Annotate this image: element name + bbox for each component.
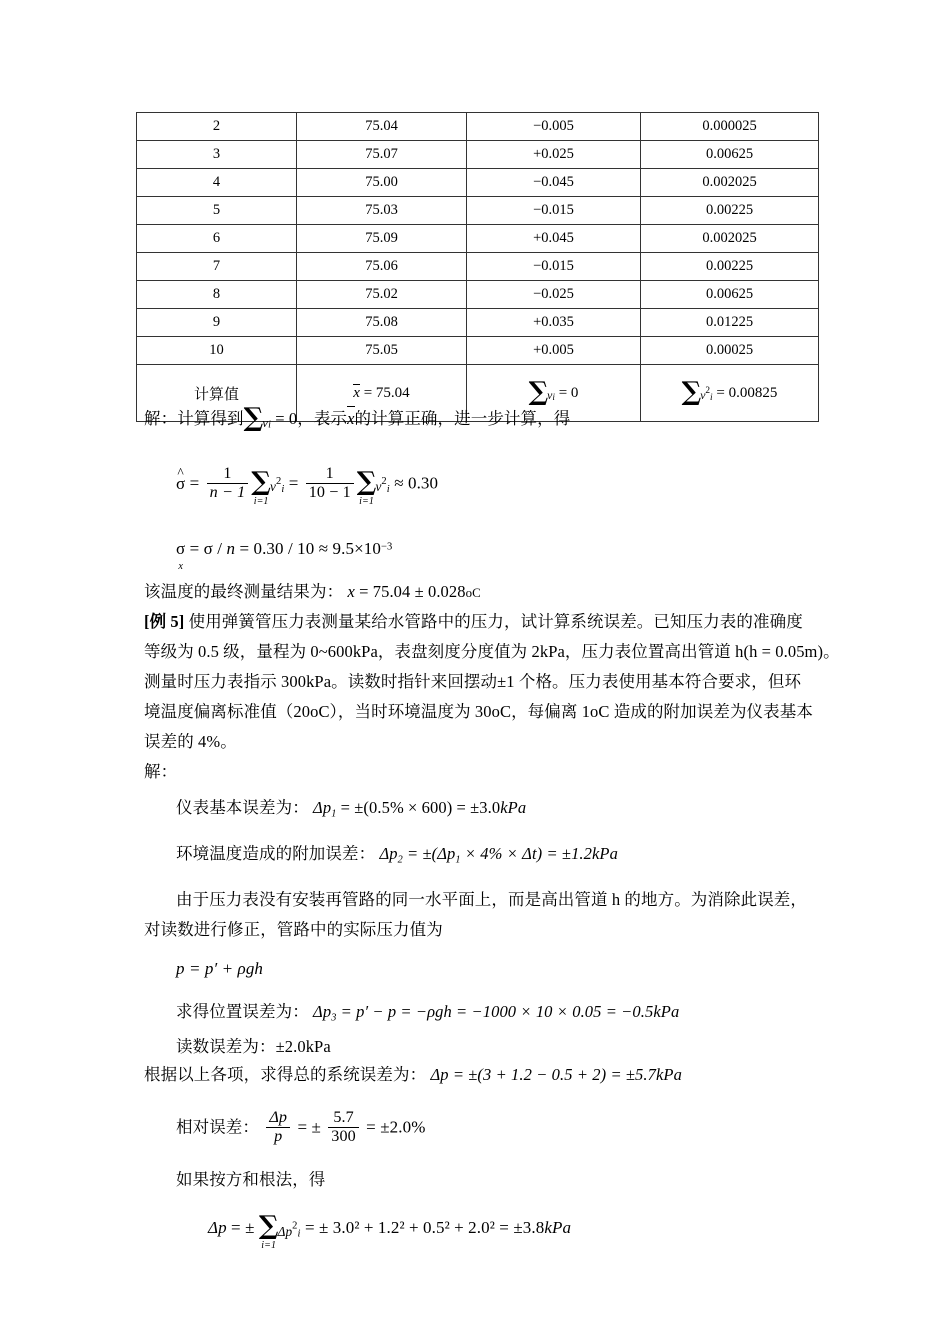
cell-residual: +0.025 (467, 141, 641, 169)
sum-value: = 0 (275, 409, 298, 428)
subscript-1: 1 (331, 808, 337, 820)
measurement-data-table (136, 112, 819, 422)
total-error-label: 根据以上各项，求得总的系统误差为： (144, 1065, 427, 1084)
cell-index: 6 (137, 225, 297, 253)
unit-kpa: kPa (655, 1065, 682, 1084)
position-paragraph-line-1: 由于压力表没有安装再管路的同一水平面上，而是高出管道 h 的地方。为消除此误差， (176, 890, 807, 909)
cell-residual: −0.005 (467, 113, 641, 141)
sum-power: 2 (292, 1220, 298, 1232)
total-error-expr: = ±(3 + 1.2 − 0.5 + 2) = ±5.7 (452, 1065, 656, 1084)
temp-error-line (176, 842, 618, 868)
cell-value: 75.00 (297, 169, 467, 197)
temp-error-label: 环境温度造成的附加误差： (176, 844, 376, 863)
position-error-expr: = p′ − p = −ρgh = −1000 × 10 × 0.05 = −0.5 (340, 1002, 654, 1021)
x-symbol: x (347, 582, 355, 601)
summation-icon: ∑ i=1 (259, 1216, 279, 1242)
final-result-value: = 75.04 ± 0.028 (359, 582, 466, 601)
cell-value: 75.08 (297, 309, 467, 337)
subscript-1: 1 (455, 854, 461, 866)
measurement-data-table-wrap (136, 112, 818, 422)
solution1-lead-mid: ，表示 (297, 409, 348, 428)
cell-square: 0.00625 (641, 281, 819, 309)
cell-residual: −0.025 (467, 281, 641, 309)
cell-index: 9 (137, 309, 297, 337)
cell-index: 5 (137, 197, 297, 225)
pressure-formula: p = p′ + ρgh (176, 959, 264, 978)
cell-index: 7 (137, 253, 297, 281)
equals-1: = (189, 473, 200, 493)
sigma-sub-xbar-symbol (176, 537, 186, 572)
rss-terms: 3.0² + 1.2² + 0.5² + 2.0² (332, 1218, 495, 1237)
basic-error-expr: = ±(0.5% × 600) = ±3.0 (340, 798, 501, 817)
cell-residual: +0.045 (467, 225, 641, 253)
sigma-mean-formula (176, 537, 393, 572)
example5-line-4: 境温度偏离标准值（20oC），当时环境温度为 30oC，每偏离 1oC 造成的附加误差为仪表基本 (144, 702, 813, 721)
example5-line-2: 等级为 0.5 级，量程为 0~600kPa，表盘刻度分度值为 2kPa，压力表位置高出管道 h(h = 0.05m)。 (144, 642, 840, 661)
solution1-lead-line (144, 402, 571, 433)
cell-index: 4 (137, 169, 297, 197)
numerator: 1 (207, 465, 249, 484)
position-error-label: 求得位置误差为： (176, 1002, 309, 1021)
cell-square: 0.000025 (641, 113, 819, 141)
cell-calc-label: 计算值 (137, 365, 297, 422)
sum-index: i (710, 392, 713, 403)
summation-icon: ∑ (681, 376, 702, 407)
summation-icon: ∑ (528, 376, 549, 407)
subscript-xbar: x (178, 560, 183, 572)
mean-value: = 75.04 (363, 385, 410, 401)
denominator: p (274, 1128, 283, 1146)
subscript-3: 3 (331, 1012, 337, 1024)
basic-error-line (176, 796, 526, 822)
relative-error-label: 相对误差： (176, 1117, 259, 1137)
delta-p-symbol: Δp (208, 1218, 227, 1237)
rss-formula (208, 1211, 572, 1252)
unit-kpa: kPa (653, 1002, 680, 1021)
cell-index: 8 (137, 281, 297, 309)
relative-error-eq: = ± (297, 1117, 321, 1137)
cell-square: 0.01225 (641, 309, 819, 337)
cell-index: 10 (137, 337, 297, 365)
cell-square: 0.002025 (641, 169, 819, 197)
example5-solution-label: 解： (144, 762, 178, 781)
cell-value: 75.03 (297, 197, 467, 225)
relative-error-line (176, 1110, 425, 1147)
rss-eq1: = ± (231, 1218, 255, 1237)
unit-kpa: kPa (592, 844, 618, 863)
table-row (137, 309, 819, 337)
n-symbol: n (226, 539, 236, 558)
cell-residual: +0.005 (467, 337, 641, 365)
position-error-line (176, 1000, 679, 1026)
sum-lower-limit: i=1 (359, 495, 375, 507)
cell-residual: +0.035 (467, 309, 641, 337)
subscript-2: 2 (397, 854, 403, 866)
relative-error-result: = ±2.0% (366, 1117, 426, 1137)
sum-subscript: v (547, 389, 553, 402)
sum-lower-limit: i=1 (261, 1240, 277, 1252)
final-result-prefix: 该温度的最终测量结果为： (144, 582, 344, 601)
temp-error-expr-a: = ±(Δp (407, 844, 456, 863)
sigma-result: ≈ 0.30 (394, 473, 439, 493)
cell-index: 2 (137, 113, 297, 141)
cell-index: 3 (137, 141, 297, 169)
sum-residual-value: = 0 (558, 384, 579, 401)
sigma-mean-eq2: = 0.30 / (239, 539, 293, 558)
x-bar-symbol: x (353, 385, 360, 401)
table-row (137, 253, 819, 281)
fraction-delta-p-over-p (266, 1109, 290, 1146)
sigma-mean-eq1: = σ / (189, 539, 223, 558)
table-row (137, 113, 819, 141)
sum-index: i (386, 483, 390, 495)
sum-subscript: Δp (277, 1223, 293, 1239)
cell-square: 0.00025 (641, 337, 819, 365)
solution1-lead-prefix: 解：计算得到 (144, 409, 244, 428)
table-row (137, 281, 819, 309)
sum-power: 2 (381, 475, 387, 487)
delta-p3-symbol: Δp (313, 1002, 332, 1021)
sum-index: i (297, 1228, 301, 1240)
solution1-lead-tail: 的计算正确，进一步计算，得 (354, 409, 571, 428)
cell-value: 75.05 (297, 337, 467, 365)
unit-kpa: kPa (500, 798, 527, 817)
basic-error-label: 仪表基本误差为： (176, 798, 309, 817)
sum-square-value: = 0.00825 (716, 384, 778, 401)
sum-power: 2 (275, 475, 282, 487)
sigma-estimate-formula (176, 465, 439, 507)
position-paragraph-line-2: 对读数进行修正，管路中的实际压力值为 (144, 920, 443, 939)
total-error-line (144, 1063, 682, 1087)
cell-square: 0.00625 (641, 141, 819, 169)
delta-p1-symbol: Δp (313, 798, 332, 817)
sum-power: 2 (705, 385, 711, 396)
example5-line-1 (144, 610, 803, 634)
cell-value: 75.06 (297, 253, 467, 281)
cell-square: 0.00225 (641, 253, 819, 281)
sum-subscript: v (269, 479, 276, 495)
fraction-one-over-n-minus-1 (207, 465, 249, 502)
summation-icon: ∑ (243, 402, 264, 433)
delta-p2-symbol: Δp (379, 844, 398, 863)
reading-error-value: ±2.0kPa (275, 1037, 331, 1056)
denominator: 10 − 1 (308, 484, 351, 502)
cell-square: 0.00225 (641, 197, 819, 225)
cell-residual: −0.045 (467, 169, 641, 197)
fraction-5point7-over-300 (328, 1109, 359, 1146)
ten-under-root: 10 (297, 539, 315, 558)
summation-icon: ∑ i=1 (357, 472, 377, 498)
table-row (137, 197, 819, 225)
sum-subscript: v (700, 389, 706, 402)
reading-error-label: 读数误差为： (176, 1037, 276, 1056)
rss-lead-line: 如果按方和根法，得 (176, 1170, 326, 1189)
denominator: n − 1 (209, 484, 246, 502)
table-body (137, 113, 819, 422)
cell-value: 75.07 (297, 141, 467, 169)
final-measurement-result-line (144, 580, 481, 604)
table-row (137, 141, 819, 169)
sum-lower-limit: i=1 (253, 495, 269, 507)
table-row (137, 337, 819, 365)
delta-p-symbol: Δp (430, 1065, 449, 1084)
equals-2: = (288, 473, 299, 493)
rss-result: = ±3.8 (499, 1218, 545, 1237)
example5-tag: [例 5] (144, 612, 185, 631)
example5-line-5: 误差的 4%。 (144, 732, 237, 751)
cell-value: 75.09 (297, 225, 467, 253)
sigma-symbol: σ (176, 539, 186, 558)
sum-index: i (281, 483, 285, 495)
temp-error-expr-b: × 4% × Δt) = ±1.2 (464, 844, 592, 863)
sum-subscript: v (375, 479, 382, 495)
example5-line-3: 测量时压力表指示 300kPa。读数时指针来回摆动±1 个格。压力表使用基本符合要求，但环 (144, 672, 802, 691)
table-row (137, 225, 819, 253)
cell-residual: −0.015 (467, 197, 641, 225)
cell-square: 0.002025 (641, 225, 819, 253)
cell-value: 75.04 (297, 113, 467, 141)
denominator: 300 (331, 1128, 356, 1146)
table-row (137, 169, 819, 197)
reading-error-line (176, 1035, 331, 1059)
cell-value: 75.02 (297, 281, 467, 309)
sum-index: i (268, 419, 272, 431)
example5-text-1: 使用弹簧管压力表测量某给水管路中的压力，试计算系统误差。已知压力表的准确度 (188, 612, 803, 631)
summation-icon: ∑ i=1 (251, 472, 271, 498)
exponent-minus-3: −3 (380, 541, 393, 553)
sigma-mean-result: ≈ 9.5×10 (318, 539, 381, 558)
cell-sum-square (641, 365, 819, 422)
x-bar-symbol: x (347, 406, 354, 431)
numerator: Δp (266, 1109, 290, 1128)
unit-celsius: oC (465, 586, 481, 600)
rss-eq2: = ± (304, 1218, 329, 1237)
numerator: 1 (306, 465, 354, 484)
numerator: 5.7 (328, 1109, 359, 1128)
sigma-hat-symbol: ^ σ (176, 472, 185, 497)
sum-subscript: v (262, 415, 269, 430)
sum-index: i (552, 392, 555, 403)
cell-residual: −0.015 (467, 253, 641, 281)
unit-kpa: kPa (544, 1218, 572, 1237)
fraction-one-over-10-minus-1 (306, 465, 354, 502)
